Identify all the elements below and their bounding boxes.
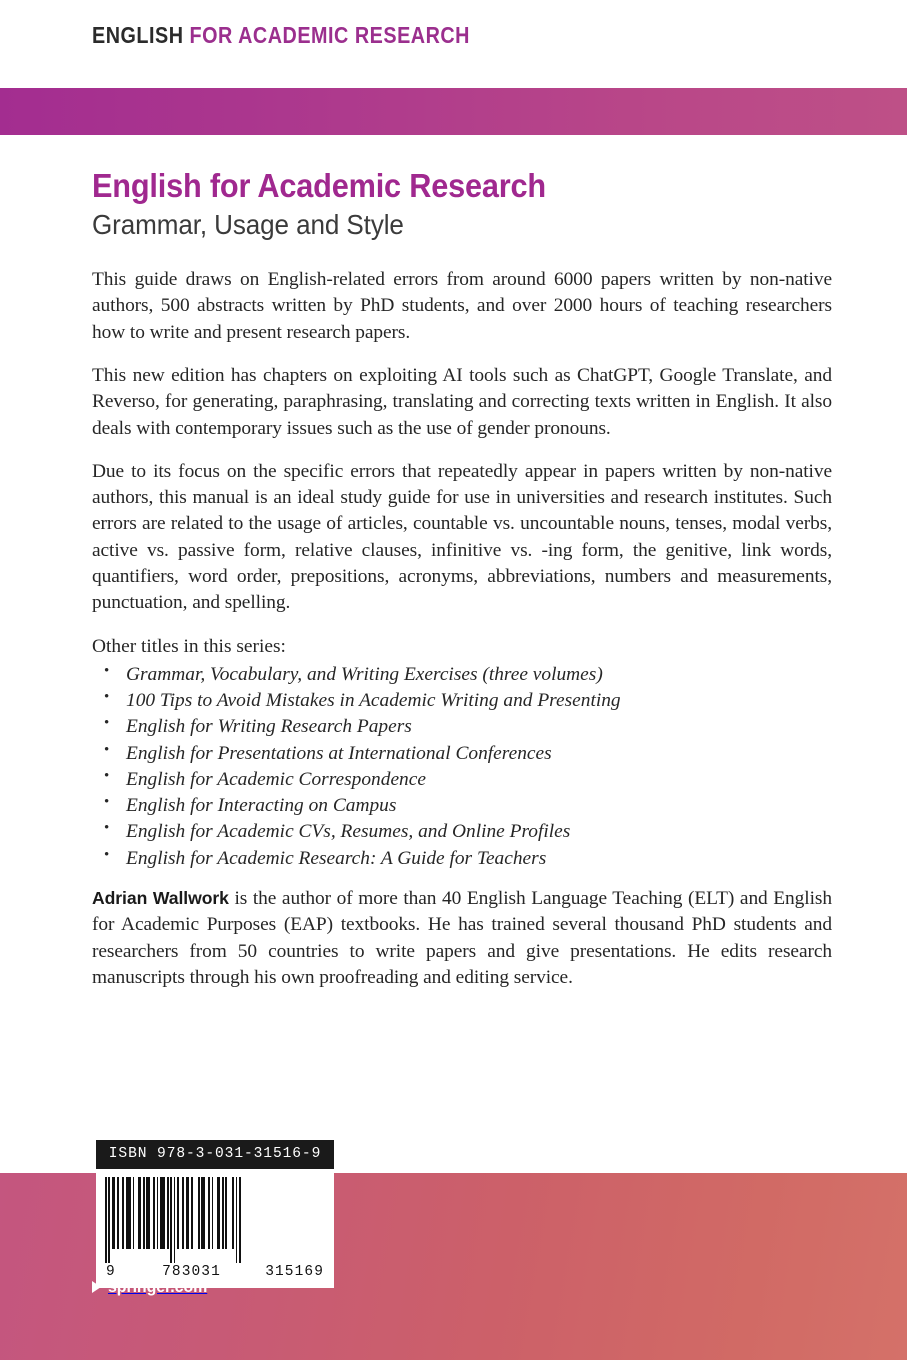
list-item: • English for Interacting on Campus bbox=[92, 793, 832, 819]
series-list-heading: Other titles in this series: bbox=[92, 635, 286, 657]
author-biography bbox=[92, 886, 832, 991]
springer-website-link[interactable] bbox=[92, 1277, 214, 1297]
list-item: • English for Academic CVs, Resumes, and Online Profiles bbox=[92, 819, 832, 845]
list-item: • English for Academic Correspondence bbox=[92, 767, 832, 793]
series-header bbox=[92, 22, 470, 49]
isbn-label: ISBN 978-3-031-31516-9 bbox=[96, 1140, 334, 1169]
list-item: • English for Presentations at International Conferences bbox=[92, 741, 832, 767]
list-item: • 100 Tips to Avoid Mistakes in Academic Writing and Presenting bbox=[92, 688, 832, 714]
series-header-bold: ENGLISH bbox=[92, 22, 184, 48]
triangle-right-icon bbox=[92, 1281, 101, 1293]
list-item: • Grammar, Vocabulary, and Writing Exercises (three volumes) bbox=[92, 662, 832, 688]
blurb-paragraph-1: This guide draws on English-related errors from around 6000 papers written by non-native authors, 500 abstracts written by PhD students, and over 2000 hours of teaching researchers how to write and present research papers. bbox=[92, 269, 832, 343]
back-cover-content bbox=[92, 168, 832, 991]
author-name: Adrian Wallwork bbox=[92, 888, 229, 909]
book-title: English for Academic Research bbox=[92, 167, 546, 204]
barcode-block bbox=[96, 1140, 334, 1288]
ean-group-2: 783031 bbox=[162, 1264, 221, 1280]
blurb-paragraph-3: Due to its focus on the specific errors that repeatedly appear in papers written by non-native authors, this manual is an ideal study guide for use in universities and research institutes. Such errors are related to the usage of articles, countable vs. uncountable nouns, tenses, modal verbs, active vs. passive form, relative clauses, infinitive vs. -ing form, the genitive, link words, quantifiers, word order, prepositions, acronyms, abbreviations, numbers and measurements, punctuation, and spelling. bbox=[92, 460, 832, 614]
list-item: • English for Academic Research: A Guide for Teachers bbox=[92, 846, 832, 872]
book-subtitle: Grammar, Usage and Style bbox=[92, 208, 404, 240]
series-header-accent: FOR ACADEMIC RESEARCH bbox=[183, 22, 470, 48]
top-gradient-band bbox=[0, 88, 907, 135]
barcode-bars bbox=[105, 1177, 325, 1263]
list-item: • English for Writing Research Papers bbox=[92, 714, 832, 740]
springer-website-label: springer.com bbox=[108, 1277, 208, 1296]
barcode-area bbox=[96, 1169, 334, 1288]
series-title-list bbox=[92, 662, 832, 872]
blurb-paragraph-2: This new edition has chapters on exploiting AI tools such as ChatGPT, Google Translate, and Reverso, for generating, paraphrasing, translating and correcting texts written in English. It also deals with contemporary issues such as the use of gender pronouns. bbox=[92, 364, 832, 439]
author-bio-text: is the author of more than 40 English Language Teaching (ELT) and English for Academic Purposes (EAP) textbooks. He has trained several thousand PhD students and researchers from 50 countries to write papers and give presentations. He edits research manuscripts through his own proofreading and editing service. bbox=[92, 888, 832, 988]
ean-group-3: 315169 bbox=[265, 1264, 324, 1280]
ean-group-1: 9 bbox=[106, 1264, 116, 1280]
